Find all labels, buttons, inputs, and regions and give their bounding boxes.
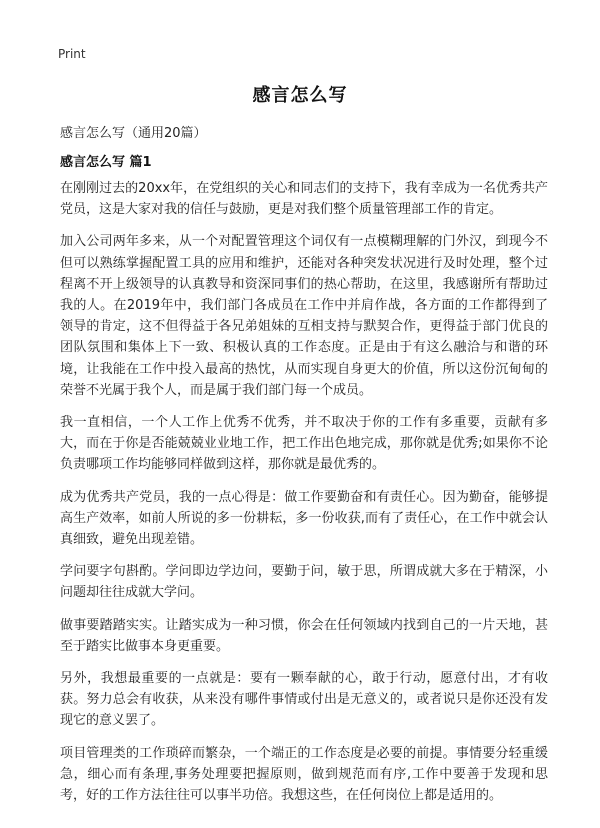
paragraph: 加入公司两年多来，从一个对配置管理这个词仅有一点模糊理解的门外汉，到现今不但可以熟练掌握配置工具的应用和维护，还能对各种突发状况进行及时处理，整个过程离不开上级领导的认真教导和资深同事们的热心帮助，在这里，我感谢所有帮助过我的人。在2019年中，我们部门各成员在工作中并肩作战，各方面的工作都得到了领导的肯定，这不但得益于各兄弟姐妹的互相支持与默契合作，更得益于部门优良的团队氛围和集体上下一致、积极认真的工作态度。正是由于有这么融洽与和谐的环境，让我能在工作中投入最高的热忱，从而实现自身更大的价值，所以这份沉甸甸的荣誉不光属于我个人，而是属于我们部门每一个成员。: [60, 234, 548, 398]
section-heading: 感言怎么写 篇1: [60, 155, 152, 170]
paragraph: 做事要踏踏实实。让踏实成为一种习惯，你会在任何领域内找到自己的一片天地，甚至于踏实比做事本身更重要。: [60, 617, 548, 654]
paragraph: 项目管理类的工作琐碎而繁杂，一个端正的工作态度是必要的前提。事情要分轻重缓急，细心而有条理,事务处理要把握原则，做到规范而有序,工作中要善于发现和思考，好的工作方法往往可以事半功倍。我想这些，在任何岗位上都是适用的。: [60, 745, 548, 804]
paragraph: 我一直相信，一个人工作上优秀不优秀，并不取决于你的工作有多重要，贡献有多大，而在于你是否能兢兢业业地工作，把工作出色地完成，那你就是优秀;如果你不论负责哪项工作均能够同样做到这样，那你就是最优秀的。: [60, 415, 548, 473]
paragraph: 在刚刚过去的20xx年，在党组织的关心和同志们的支持下，我有幸成为一名优秀共产党员，这是大家对我的信任与鼓励，更是对我们整个质量管理部工作的肯定。: [60, 181, 548, 218]
document-subtitle: 感言怎么写（通用20篇）: [60, 126, 207, 141]
print-link[interactable]: Print: [58, 47, 86, 61]
paragraph: 成为优秀共产党员，我的一点心得是：做工作要勤奋和有责任心。因为勤奋，能够提高生产效率，如前人所说的多一份耕耘，多一份收获,而有了责任心，在工作中就会认真细致，避免出现差错。: [60, 489, 548, 548]
page-title: 感言怎么写: [252, 85, 348, 106]
paragraph: 学问要字句斟酌。学问即边学边问，要勤于问，敏于思，所谓成就大多在于精深，小问题却往往成就大学问。: [60, 564, 548, 601]
article-body: [60, 178, 548, 817]
paragraph: 另外，我想最重要的一点就是：要有一颗奉献的心，敢于行动，愿意付出，才有收获。努力总会有收获，从来没有哪件事情或付出是无意义的，或者说只是你还没有发现它的意义罢了。: [60, 671, 548, 729]
